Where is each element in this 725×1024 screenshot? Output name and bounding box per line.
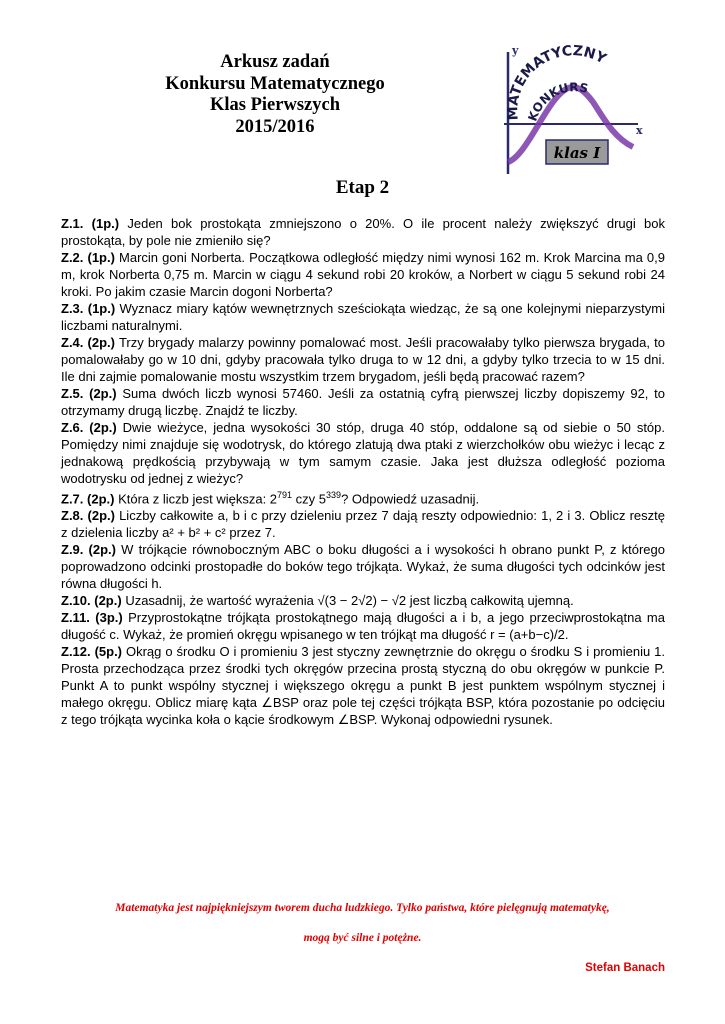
task-text-post: ? Odpowiedź uzasadnij.: [341, 491, 480, 507]
task-label: Z.9. (2p.): [61, 542, 116, 558]
task-text: W trójkącie równoboczným ABC o boku długości a i wysokości h obrano punkt P, z którego poprowadzono odcinki prostopadłe do boków tego trójkąta. Wykaż, że suma długości tych odcinków jest równa długości h.: [61, 542, 665, 592]
task-4: [61, 334, 665, 385]
task-label: Z.4. (2p.): [61, 335, 116, 350]
task-7: [61, 487, 665, 507]
task-text-mid: czy 5: [292, 491, 327, 507]
task-text: Uzasadnij, że wartość wyrażenia √(3 − 2√2) − √2 jest liczbą całkowitą ujemną.: [125, 593, 574, 609]
task-label: Z.2. (1p.): [61, 250, 115, 265]
task-1: [61, 215, 665, 249]
title-line-3: Klas Pierwszych: [210, 95, 340, 115]
task-label: Z.6. (2p.): [61, 420, 117, 435]
title-line-2: Konkursu Matematycznego: [165, 73, 385, 94]
task-3: [61, 300, 665, 334]
task-text: Wyznacz miary kątów wewnętrznych sześciokąta wiedząc, że są one kolejnymi nieparzystymi liczbami naturalnymi.: [61, 301, 665, 333]
logo-axis-y-label: y: [512, 44, 519, 57]
title-line-4: 2015/2016: [235, 116, 315, 137]
logo-inner-text: KONKURS: [525, 80, 590, 124]
task-8: [61, 507, 665, 541]
title-line-1: Arkusz zadań: [220, 52, 330, 72]
exponent-2: 339: [326, 490, 342, 500]
task-text: Okrąg o środku O i promieniu 3 jest styczny zewnętrznie do okręgu o środku S i promieniu 1. Prosta przechodząca przez środki tych okręgów przecina prostą styczną do obu okręgów w punkcie P. Punkt A to punkt wspólny stycznej i większego okręgu a punkt B jest punktem wspólnym stycznej i małego okręgu. Oblicz miarę kąta ∠BSP oraz pole tej części trójkąta BSP, która pozostanie po odcięciu z tego trójkąta wycinka koła o kącie środkowym ∠BSP. Wykonaj odpowiedni rysunek.: [61, 644, 665, 728]
task-label: Z.3. (1p.): [61, 301, 116, 316]
quote-author: Stefan Banach: [585, 962, 665, 974]
task-label: Z.12. (5p.): [61, 644, 123, 660]
task-label: Z.10. (2p.): [61, 593, 122, 609]
task-label: Z.8. (2p.): [61, 508, 115, 524]
logo-badge-text: klas I: [553, 144, 601, 162]
exponent-1: 791: [277, 490, 293, 500]
task-label: Z.11. (3p.): [61, 610, 123, 626]
stage-heading: Etap 2: [335, 177, 390, 198]
task-2: [61, 249, 665, 300]
task-5: [61, 385, 665, 419]
task-text: Liczby całkowite a, b i c przy dzieleniu przez 7 dają reszty odpowiednio: 1, 2 i 3. Oblicz resztę z dzielenia liczby a² + b² + c² przez 7.: [61, 508, 665, 541]
logo-arc-text: MATEMATYCZNY: [505, 43, 609, 121]
task-list: [61, 215, 665, 728]
task-text: Jeden bok prostokąta zmniejszono o 20%. O ile procent należy zwiększyć drugi bok prostokąta, by pole nie zmieniło się?: [61, 216, 665, 248]
quote-line-1: Matematyka jest najpiękniejszym tworem ducha ludzkiego. Tylko państwa, które pielęgnują matematykę,: [115, 902, 610, 914]
logo-axis-x-label: x: [636, 124, 643, 137]
task-9: [61, 541, 665, 592]
task-text: Trzy brygady malarzy powinny pomalować most. Jeśli pracowałaby tylko pierwsza brygada, to pomalowałaby go w 10 dni, gdyby pracowała tylko druga to w 12 dni, a gdyby tylko trzecia to w 15 dni. Ile dni zajmie pomalowanie mostu wszystkim trzem brygadom, jeśli będą pracować razem?: [61, 335, 665, 384]
task-6: [61, 419, 665, 487]
task-text: Suma dwóch liczb wynosi 57460. Jeśli za ostatnią cyfrą pierwszej liczby dopiszemy 92, to otrzymamy drugą liczbę. Znajdź te liczby.: [61, 386, 665, 418]
task-11: [61, 609, 665, 643]
task-12: [61, 643, 665, 728]
task-text-pre: Która z liczb jest większa: 2: [118, 491, 278, 507]
document-title: [130, 52, 420, 138]
task-10: [61, 592, 665, 609]
contest-logo: [498, 42, 653, 182]
task-label: Z.7. (2p.): [61, 491, 115, 507]
task-text: Przyprostokątne trójkąta prostokątnego mają długości a i b, a jego przeciwprostokątna ma długość c. Wykaż, że promień okręgu wpisanego w ten trójkąt ma długość r = (a+b−c)/2.: [61, 610, 665, 643]
task-text: Marcin goni Norberta. Początkowa odległość między nimi wynosi 162 m. Krok Marcina ma 0,9 m, krok Norberta 0,75 m. Marcin w ciągu 4 sekund robi 20 kroków, a Norbert w ciągu 5 sekund robi 24 kroki. Po jakim czasie Marcin dogoni Norberta?: [61, 250, 665, 299]
task-text: Dwie wieżyce, jedna wysokości 30 stóp, druga 40 stóp, oddalone są od siebie o 50 stóp. Pomiędzy nimi znajduje się wodotrysk, do którego zlatują dwa ptaki z wierzchołków obu wieżyc i lecąc z jednakową prędkością przybywają w tym samym czasie. Jaka jest dłuższa odległość pozioma wodotrysku od jednej z wieżyc?: [61, 420, 665, 486]
task-label: Z.5. (2p.): [61, 386, 117, 401]
task-label: Z.1. (1p.): [61, 216, 120, 231]
quote-line-2: mogą być silne i potężne.: [303, 932, 422, 944]
